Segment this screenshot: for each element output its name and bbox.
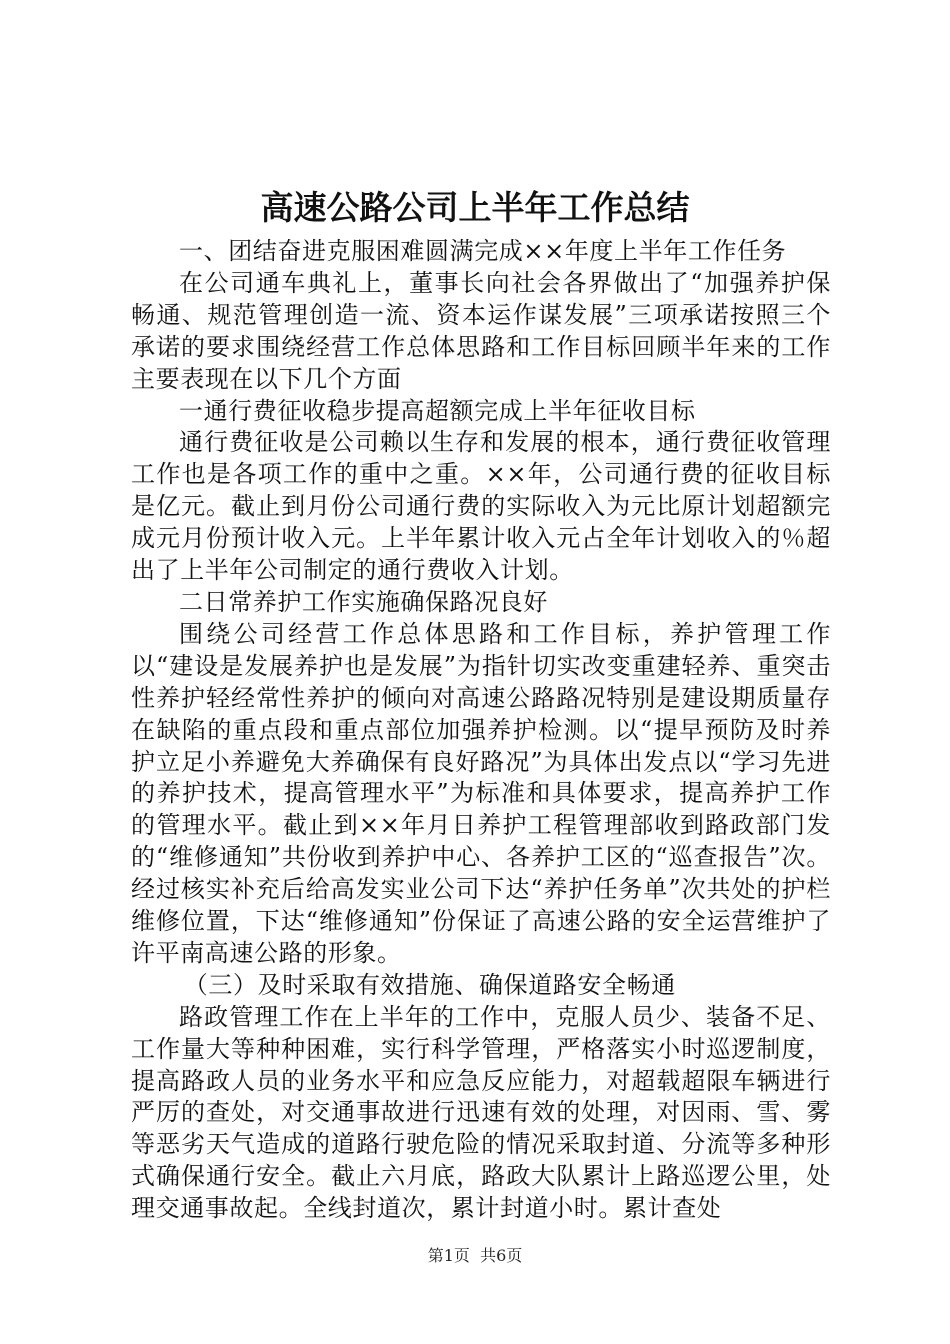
document-title: 高速公路公司上半年工作总结 bbox=[260, 188, 690, 227]
subheading-toll-collection: 一通行费征收稳步提高超额完成上半年征收目标 bbox=[179, 396, 696, 425]
subheading-road-safety: （三）及时采取有效措施、确保道路安全畅通 bbox=[183, 970, 676, 999]
page-footer bbox=[0, 1245, 950, 1267]
section-heading-1: 一、团结奋进克服困难圆满完成××年度上半年工作任务 bbox=[179, 237, 787, 265]
paragraph-maintenance: 围绕公司经营工作总体思路和工作目标，养护管理工作以“建设是发展养护也是发展”为指针切实改变重建轻养、重突击性养护轻经常性养护的倾向对高速公路路况特别是建设期质量存在缺陷的重点段和重点部位加强养护检测。以“提早预防及时养护立足小养避免大养确保有良好路况”为具体出发点以“学习先进的养护技术，提高管理水平”为标准和具体要求，提高养护工作的管理水平。截止到××年月日养护工程管理部收到路政部门发的“维修通知”共份收到养护中心、各养护工区的“巡查报告”次。经过核实补充后给高发实业公司下达“养护任务单”次共处的护栏维修位置，下达“维修通知”份保证了高速公路的安全运营维护了许平南高速公路的形象。 bbox=[131, 619, 831, 967]
document-body bbox=[131, 236, 831, 1225]
page-total: 共6页 bbox=[480, 1246, 523, 1265]
subheading-maintenance: 二日常养护工作实施确保路况良好 bbox=[179, 587, 548, 616]
paragraph-intro: 在公司通车典礼上，董事长向社会各界做出了“加强养护保畅通、规范管理创造一流、资本运作谋发展”三项承诺按照三个承诺的要求围绕经营工作总体思路和工作目标回顾半年来的工作主要表现在以下几个方面 bbox=[131, 268, 831, 393]
page-number: 第1页 bbox=[427, 1246, 470, 1265]
paragraph-toll-collection: 通行费征收是公司赖以生存和发展的根本，通行费征收管理工作也是各项工作的重中之重。××年，公司通行费的征收目标是亿元。截止到月份公司通行费的实际收入为元比原计划超额完成元月份预计收入元。上半年累计收入元占全年计划收入的％超出了上半年公司制定的通行费收入计划。 bbox=[131, 428, 831, 585]
paragraph-road-safety: 路政管理工作在上半年的工作中，克服人员少、装备不足、工作量大等种种困难，实行科学管理，严格落实小时巡逻制度，提高路政人员的业务水平和应急反应能力，对超载超限车辆进行严厉的查处，对交通事故进行迅速有效的处理，对因雨、雪、雾等恶劣天气造成的道路行驶危险的情况采取封道、分流等多种形式确保通行安全。截止六月底，路政大队累计上路巡逻公里，处理交通事故起。全线封道次，累计封道小时。累计查处 bbox=[131, 1002, 831, 1223]
